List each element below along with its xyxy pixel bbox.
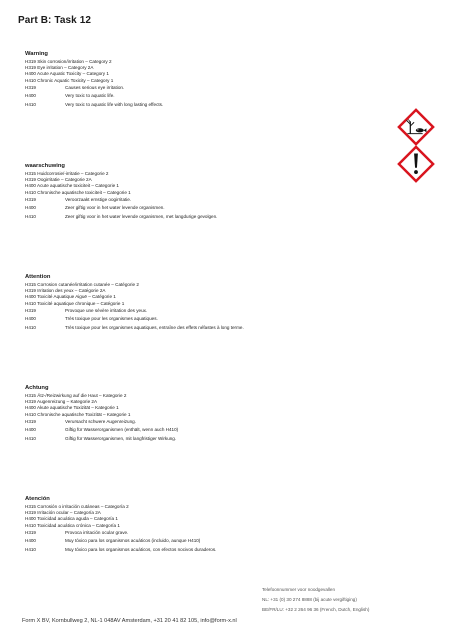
classification-line: H410 Toxicité aquatique chronique – Catégorie 1 bbox=[25, 300, 125, 306]
classification-line: H315 Corrosion cutanée/irritation cutanée – Catégorie 2 bbox=[25, 282, 139, 287]
hazard-text: Muy tóxico para los organismos acuáticos (incluido, aunque H410) bbox=[65, 538, 201, 544]
emergency-contact-line: NL: +31 (0) 30 274 8888 (bij acute vergiftiging) bbox=[262, 597, 357, 602]
hazard-text: Muy tóxico para los organismos acuáticos, con efectos nocivos duraderos. bbox=[65, 547, 217, 552]
hazard-text: Verursacht schwere Augenreizung. bbox=[65, 418, 136, 424]
hazard-statement-row bbox=[25, 204, 425, 213]
hazard-statement-row bbox=[25, 537, 425, 546]
hazard-section-english bbox=[25, 50, 425, 110]
classification-line: H400 Toxicité Aquatique Aiguë – Catégorie 1 bbox=[25, 294, 116, 300]
hazard-code: H410 bbox=[25, 102, 36, 107]
hazard-code: H319 bbox=[25, 196, 36, 202]
hazard-statement-row bbox=[25, 529, 425, 538]
exclamation-mark-icon bbox=[397, 145, 435, 183]
hazard-code: H410 bbox=[25, 214, 36, 219]
hazard-code: H410 bbox=[25, 325, 36, 330]
hazard-code: H319 bbox=[25, 418, 36, 424]
hazard-statement-row bbox=[25, 324, 425, 333]
classification-line: H315 Huidcorrosie/-irritatie – Categorie 2 bbox=[25, 171, 109, 176]
hazard-section-spanish bbox=[25, 495, 425, 555]
classification-line: H319 Augenreizung – Kategorie 2A bbox=[25, 399, 98, 405]
hazard-code: H319 bbox=[25, 307, 36, 313]
classification-line: H410 Chronische aquatische toxiciteit – Categorie 1 bbox=[25, 189, 131, 195]
hazard-code: H400 bbox=[25, 93, 36, 99]
hazard-code: H400 bbox=[25, 205, 36, 211]
classification-line: H400 Akute aquatische Toxizität – Kategorie 1 bbox=[25, 405, 119, 411]
hazard-text: Veroorzaakt ernstige oogirritatie. bbox=[65, 196, 132, 202]
classification-line: H410 Chronic Aquatic Toxicity – Category 1 bbox=[25, 77, 114, 83]
hazard-code: H400 bbox=[25, 538, 36, 544]
hazard-statement-row bbox=[25, 213, 425, 222]
hazard-text: Giftig für Wasserorganismen (enthält, wenn auch H410) bbox=[65, 427, 179, 433]
signal-word: Warning bbox=[25, 51, 48, 57]
classification-line: H319 Eye irritation – Category 2A bbox=[25, 65, 94, 71]
classification-line: H400 Toxicidad acuática aguda – Categoría 1 bbox=[25, 516, 118, 522]
hazard-text: Très toxique pour les organismes aquatiques. bbox=[65, 316, 158, 322]
hazard-statement-row bbox=[25, 307, 425, 316]
signal-word: waarschuwing bbox=[25, 163, 65, 169]
hazard-statement-row bbox=[25, 92, 425, 101]
hazard-text: Provoque une sévère irritation des yeux. bbox=[65, 307, 148, 313]
hazard-text: Provoca irritación ocular grave. bbox=[65, 529, 129, 535]
hazard-statement-row bbox=[25, 418, 425, 427]
hazard-text: Very toxic to aquatic life with long lasting effects. bbox=[65, 102, 164, 107]
hazard-statement-row bbox=[25, 84, 425, 93]
hazard-section-french bbox=[25, 273, 425, 333]
dead-tree-fish-icon bbox=[397, 108, 435, 146]
hazard-section-german bbox=[25, 384, 425, 444]
classification-line: H315 Corrosión o irritación cutáneas – Categoría 2 bbox=[25, 504, 129, 509]
classification-line: H410 Chronische aquatische Toxizität – Kategorie 1 bbox=[25, 411, 131, 417]
hazard-text: Zeer giftig voor in het water levende organismen, met langdurige gevolgen. bbox=[65, 214, 218, 219]
emergency-contact-heading: Telefoonnummer voor noodgevallen bbox=[262, 587, 336, 592]
hazard-text: Zeer giftig voor in het water levende organismen. bbox=[65, 205, 165, 211]
hazard-code: H410 bbox=[25, 436, 36, 441]
hazard-text: Very toxic to aquatic life. bbox=[65, 93, 115, 99]
signal-word: Atención bbox=[25, 496, 50, 502]
classification-line: H319 Irritation des yeux – Catégorie 2A bbox=[25, 288, 106, 294]
company-footer: Form X BV, Kornbullweg 2, NL-1 048AV Amsterdam, +31 20 41 82 105, info@form-x.nl bbox=[22, 618, 237, 624]
classification-line: H319 Skin corrosion/irritation – Category 2 bbox=[25, 59, 112, 64]
hazard-code: H319 bbox=[25, 84, 36, 90]
classification-line: H319 Irritación ocular – Categoría 2A bbox=[25, 510, 101, 516]
classification-line: H400 Acute aquatische toxiciteit – Categorie 1 bbox=[25, 183, 119, 189]
hazard-code: H410 bbox=[25, 547, 36, 552]
hazard-statement-row bbox=[25, 546, 425, 555]
hazard-code: H400 bbox=[25, 427, 36, 433]
environment-hazard-pictogram bbox=[397, 108, 435, 146]
hazard-statement-row bbox=[25, 196, 425, 205]
hazard-text: Giftig für Wasserorganismen, mit langfristiger Wirkung. bbox=[65, 436, 177, 441]
page-title: Part B: Task 12 bbox=[18, 15, 92, 26]
classification-line: H410 Toxicidad acuática crónica – Categoría 1 bbox=[25, 522, 120, 528]
classification-line: H315 Ätz-/Reizwirkung auf die Haut – Kategorie 2 bbox=[25, 393, 127, 398]
hazard-statement-row bbox=[25, 315, 425, 324]
emergency-contact-line: BE/FR/LU: +32 2 264 96 36 (French, Dutch, English) bbox=[262, 607, 370, 612]
hazard-statement-row bbox=[25, 101, 425, 110]
emergency-contact-block bbox=[262, 585, 369, 615]
hazard-text: Très toxique pour les organismes aquatiques, entraîne des effets néfastes à long terme. bbox=[65, 325, 244, 330]
hazard-statement-row bbox=[25, 435, 425, 444]
hazard-code: H400 bbox=[25, 316, 36, 322]
classification-line: H319 Oogirritatie – Categorie 2A bbox=[25, 177, 92, 183]
hazard-text: Causes serious eye irritation. bbox=[65, 84, 125, 90]
hazard-section-dutch bbox=[25, 162, 425, 222]
signal-word: Achtung bbox=[25, 385, 49, 391]
hazard-statement-row bbox=[25, 426, 425, 435]
hazard-code: H319 bbox=[25, 529, 36, 535]
signal-word: Attention bbox=[25, 274, 51, 280]
classification-line: H400 Acute Aquatic Toxicity – Category 1 bbox=[25, 71, 109, 77]
exclamation-mark-pictogram bbox=[397, 145, 435, 183]
